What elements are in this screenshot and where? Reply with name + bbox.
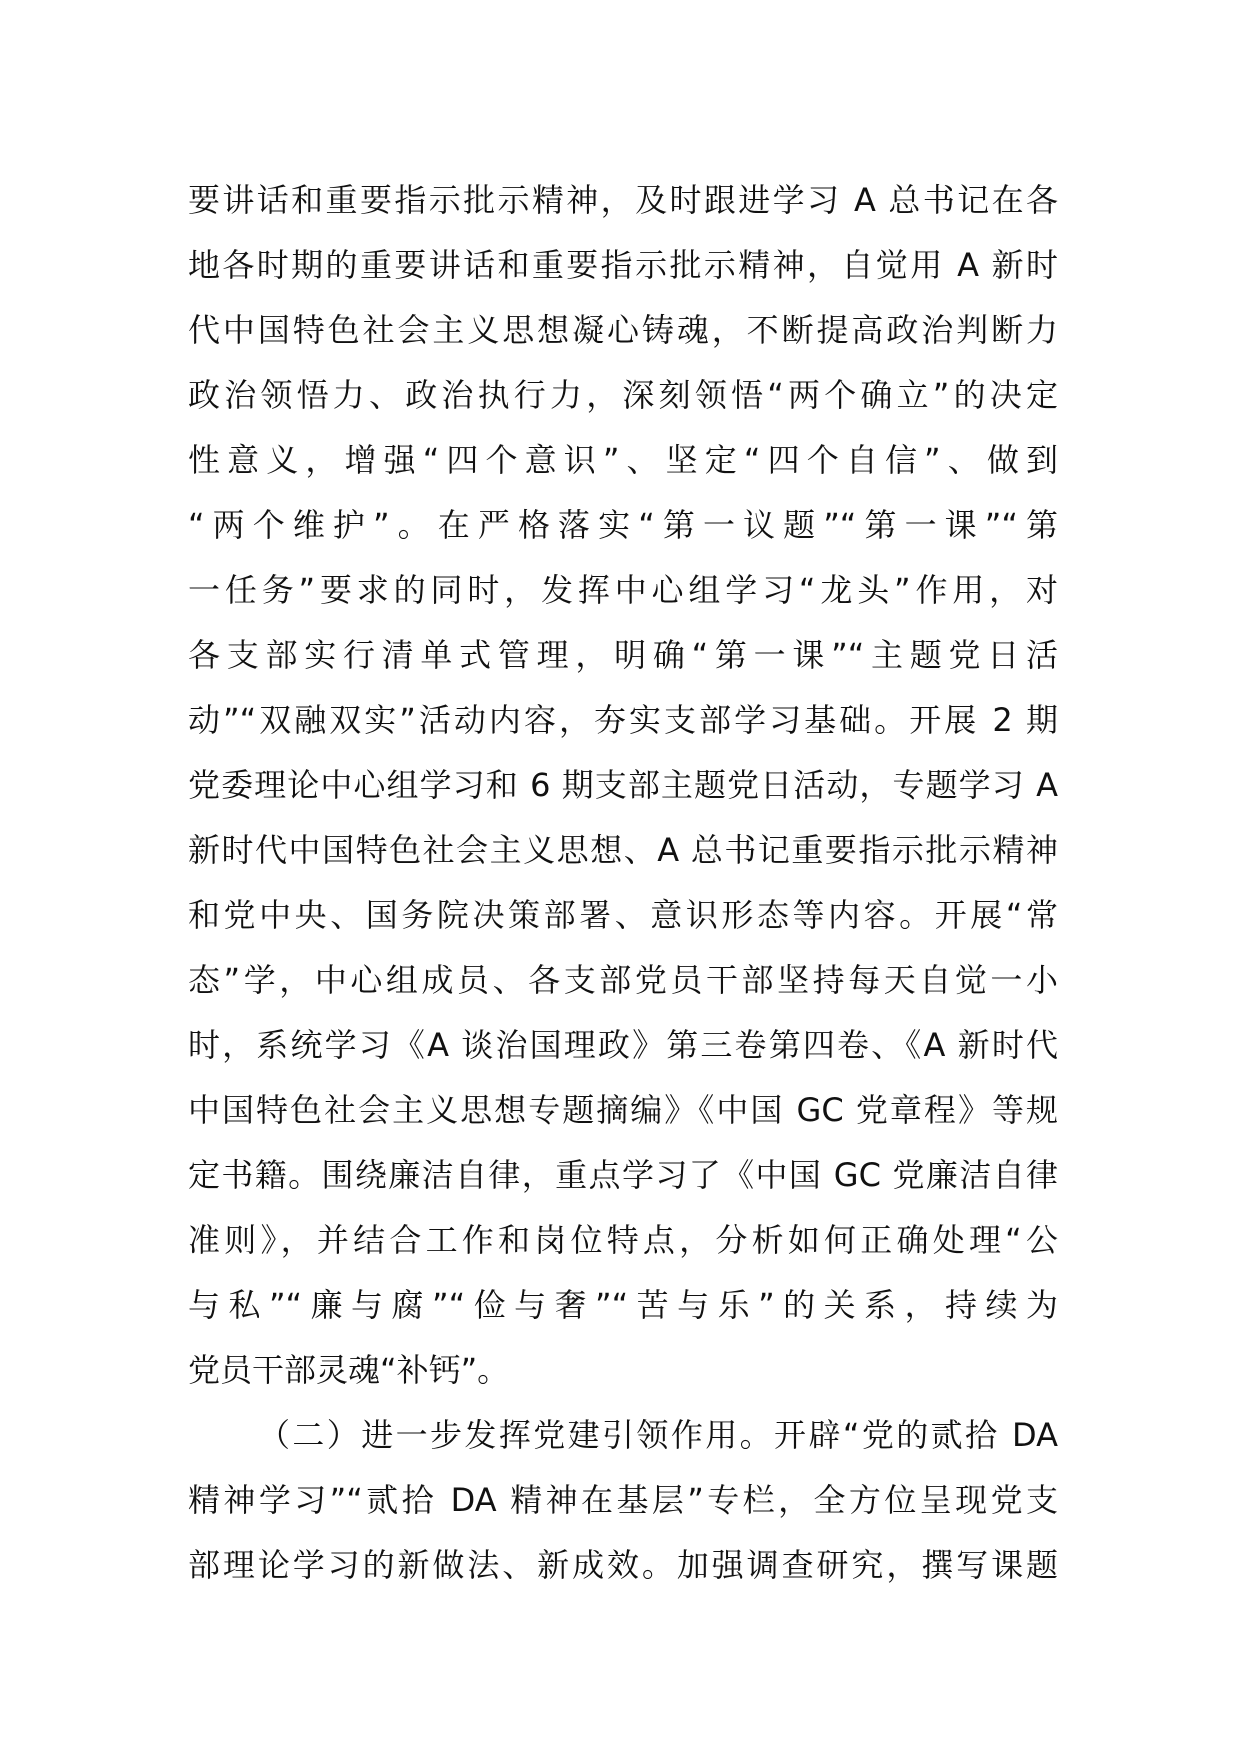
text-line: 和党中央、国务院决策部署、意识形态等内容。开展“常 xyxy=(188,896,1058,934)
text-line: 要讲话和重要指示批示精神，及时跟进学习 A 总书记在各 xyxy=(188,181,1058,219)
text-line: 准则》，并结合工作和岗位特点，分析如何正确处理“公 xyxy=(188,1221,1058,1259)
paragraph-last-line: 党员干部灵魂“补钙”。 xyxy=(188,1351,510,1389)
text-line: 部理论学习的新做法、新成效。加强调查研究，撰写课题 xyxy=(188,1546,1058,1584)
text-line: 中国特色社会主义思想专题摘编》《中国 GC 党章程》等规 xyxy=(188,1091,1058,1129)
text-line: 精神学习”“贰拾 DA 精神在基层”专栏，全方位呈现党支 xyxy=(188,1481,1058,1519)
text-line: 态”学，中心组成员、各支部党员干部坚持每天自觉一小 xyxy=(188,961,1058,999)
text-line: 各支部实行清单式管理，明确“第一课”“主题党日活 xyxy=(188,636,1058,674)
text-line: 新时代中国特色社会主义思想、A 总书记重要指示批示精神 xyxy=(188,831,1058,869)
body-text xyxy=(188,168,1058,1598)
section-heading-line: （二）进一步发挥党建引领作用。开辟“党的贰拾 DA xyxy=(258,1416,1058,1454)
text-line: 政治领悟力、政治执行力，深刻领悟“两个确立”的决定 xyxy=(188,376,1058,414)
text-line: 与私”“廉与腐”“俭与奢”“苦与乐”的关系，持续为 xyxy=(188,1286,1058,1324)
text-line: 定书籍。围绕廉洁自律，重点学习了《中国 GC 党廉洁自律 xyxy=(188,1156,1058,1194)
text-line: 地各时期的重要讲话和重要指示批示精神，自觉用 A 新时 xyxy=(188,246,1058,284)
text-line: 党委理论中心组学习和 6 期支部主题党日活动，专题学习 A xyxy=(188,766,1058,804)
text-line: 动”“双融双实”活动内容，夯实支部学习基础。开展 2 期 xyxy=(188,701,1058,739)
text-line: “两个维护”。在严格落实“第一议题”“第一课”“第 xyxy=(188,506,1058,544)
text-line: 时，系统学习《A 谈治国理政》第三卷第四卷、《A 新时代 xyxy=(188,1026,1058,1064)
text-line: 代中国特色社会主义思想凝心铸魂，不断提高政治判断力 xyxy=(188,311,1058,349)
text-line: 性意义，增强“四个意识”、坚定“四个自信”、做到 xyxy=(188,441,1058,479)
text-line: 一任务”要求的同时，发挥中心组学习“龙头”作用，对 xyxy=(188,571,1058,609)
